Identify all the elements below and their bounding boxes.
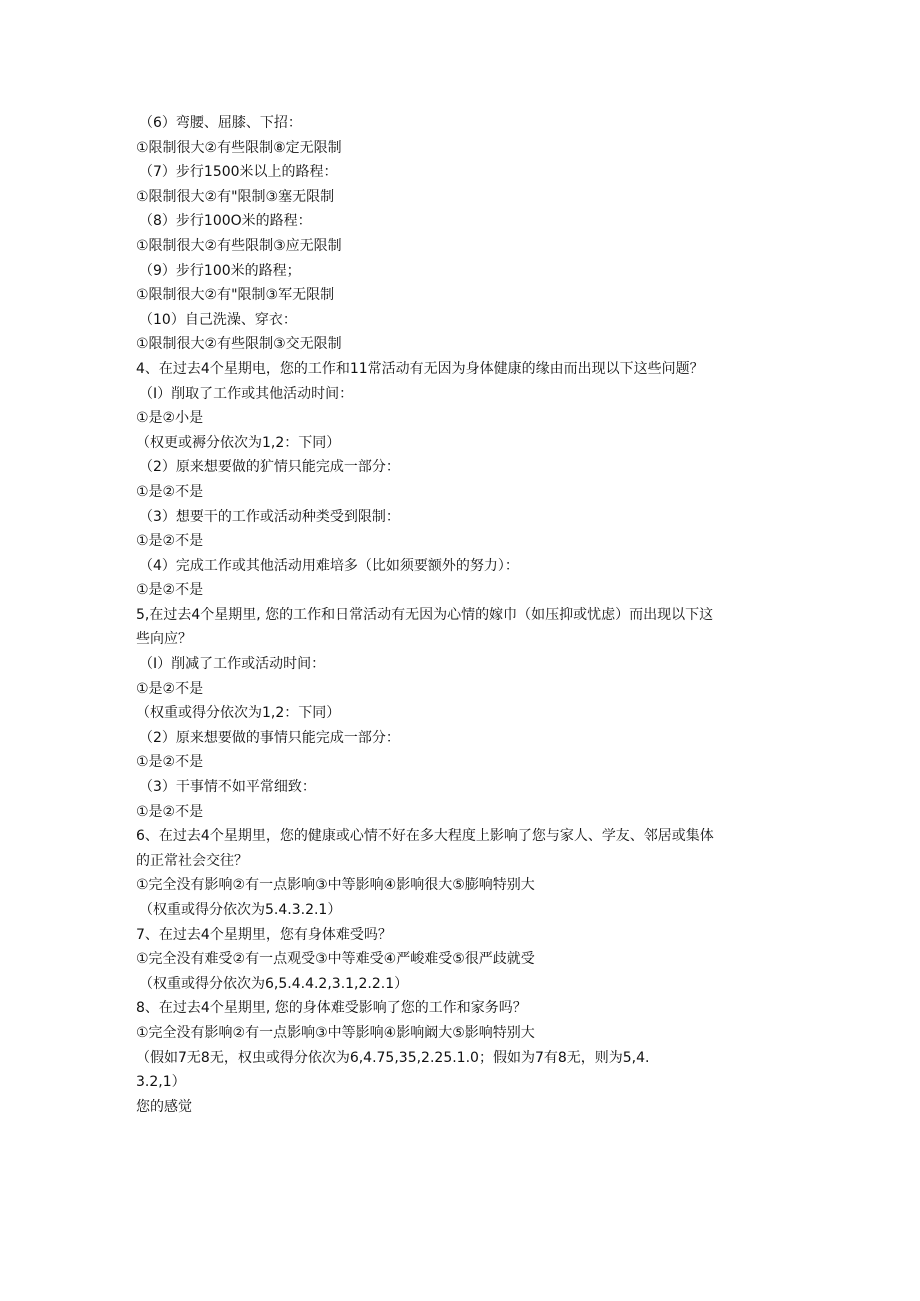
text-line: （4）完成工作或其他活动用难培多（比如须要额外的努力）： <box>139 557 519 574</box>
text-line: ①限制很大②有些限制③应无限制 <box>136 237 342 254</box>
text-line: ①是②不是 <box>136 754 204 771</box>
text-line: （10）自己洗澡、穿衣： <box>139 311 297 328</box>
text-line: （权重或得分依次为6,5.4.4.2,3.1,2.2.1） <box>139 975 409 992</box>
text-line: （3）干事情不如平常细致： <box>139 779 316 796</box>
text-line: 5,在过去4个星期里, 您的工作和日常活动有无因为心情的嫁巾（如压抑或忧虑）而出现以下这 <box>136 606 714 623</box>
text-line: （6）弯腰、屈膝、下招： <box>139 115 302 131</box>
text-line: （7）步行1500米以上的路程： <box>139 164 338 181</box>
text-line: （I）削取了工作或其他活动时间： <box>139 385 354 402</box>
text-line: （2）原来想要做的犷情只能完成一部分： <box>139 459 400 476</box>
text-line: ①是②小是 <box>136 410 204 427</box>
text-line: （假如7无8无，权虫或得分依次为6,4.75,35,2.25.1.0；假如为7有8无，则为5,4. <box>136 1049 650 1066</box>
text-line: （I）削减了工作或活动时间： <box>139 656 326 673</box>
text-line: ①限制很大②有些限制⑧定无限制 <box>136 139 342 156</box>
text-line: ①完全没有影响②有一点影响③中等影响④影响阚大⑤影响特别大 <box>136 1024 535 1041</box>
text-line: ①是②不是 <box>136 803 204 820</box>
text-line: 3.2,1） <box>136 1074 186 1091</box>
text-line: ①完全没有影响②有一点影响③中等影响④影响很大⑤膨响特别大 <box>136 877 535 894</box>
text-line: ①限制很大②有些限制③交无限制 <box>136 336 342 353</box>
questionnaire-text <box>136 111 786 1119</box>
text-line: ①是②不是 <box>136 533 204 550</box>
text-line: ①限制很大②有"限制③塞无限制 <box>136 188 335 205</box>
text-line: ①是②不是 <box>136 582 204 599</box>
text-line: （权重或得分依次为1,2：下同） <box>136 705 341 722</box>
text-line: （3）想要干的工作或活动种类受到限制： <box>139 508 400 525</box>
text-line: 6、在过去4个星期里，您的健康或心情不好在多大程度上影响了您与家人、学友、邻居或集体 <box>136 828 714 845</box>
text-line: 7、在过去4个星期里，您有身体难受吗？ <box>136 926 392 943</box>
text-line: 8、在过去4个星期里, 您的身体难受影响了您的工作和家务吗？ <box>136 1000 527 1017</box>
text-line: （权更或褥分依次为1,2：下同） <box>136 434 341 451</box>
text-line: ①是②不是 <box>136 483 204 500</box>
text-line: （8）步行100O米的路程： <box>139 213 312 230</box>
text-line: （权重或得分依次为5.4.3.2.1） <box>139 902 342 918</box>
text-line: ①完全没有难受②有一点观受③中等难受④严峻难受⑤很严歧就受 <box>136 951 535 968</box>
text-line: 4、在过去4个星期电，您的工作和11常活动有无因为身体健康的缘由而出现以下这些问题？ <box>136 360 704 377</box>
text-line: 的正常社会交往？ <box>136 852 248 869</box>
text-line: 您的感觉 <box>136 1098 192 1115</box>
text-line: （2）原来想要做的事情只能完成一部分： <box>139 729 400 746</box>
text-line: ①是②不是 <box>136 680 204 697</box>
text-line: （9）步行100米的路程； <box>139 262 301 279</box>
text-line: ①限制很大②有"限制③军无限制 <box>136 287 335 304</box>
text-line: 些向应？ <box>136 631 192 648</box>
